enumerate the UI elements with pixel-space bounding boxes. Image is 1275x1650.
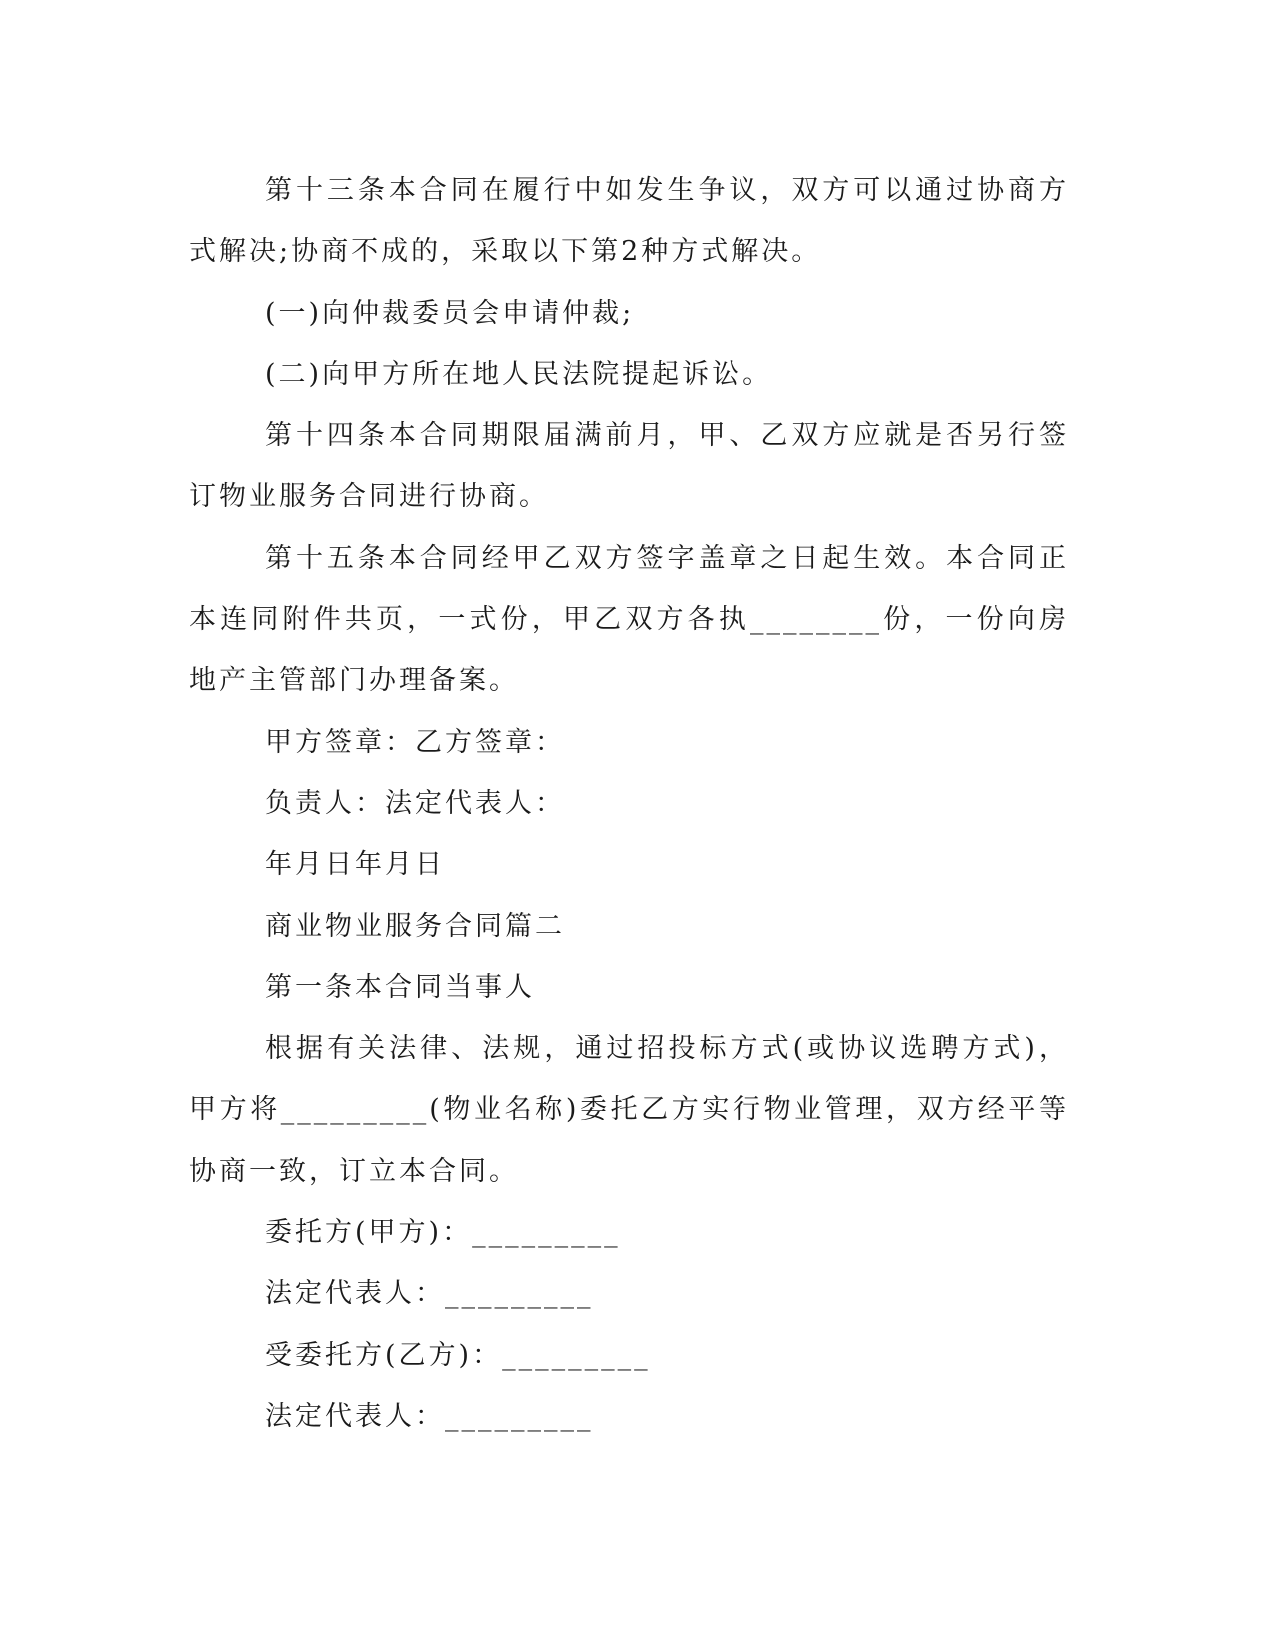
paragraph-article-14: 第十四条本合同期限届满前月，甲、乙双方应就是否另行签订物业服务合同进行协商。: [189, 420, 1069, 513]
paragraph-article-1: 第一条本合同当事人: [265, 971, 535, 1003]
paragraph-party-a: 委托方(甲方)：_________: [265, 1217, 621, 1249]
paragraph-party-a-rep: 法定代表人：_________: [265, 1278, 594, 1310]
paragraph-article-15: 第十五条本合同经甲乙双方签字盖章之日起生效。本合同正本连同附件共页，一式份，甲乙双方各执________份，一份向房地产主管部门办理备案。: [189, 542, 1069, 697]
section-title: 商业物业服务合同篇二: [265, 910, 565, 942]
paragraph-article-13: 第十三条本合同在履行中如发生争议，双方可以通过协商方式解决;协商不成的，采取以下第2种方式解决。: [189, 175, 1069, 268]
paragraph-option-2: (二)向甲方所在地人民法院提起诉讼。: [265, 358, 773, 390]
paragraph-entrustment: 根据有关法律、法规，通过招投标方式(或协议选聘方式)，甲方将_________(物业名称)委托乙方实行物业管理，双方经平等协商一致，订立本合同。: [189, 1033, 1069, 1187]
paragraph-signatures: 甲方签章：乙方签章：: [265, 726, 565, 758]
paragraph-party-b: 受委托方(乙方)：_________: [265, 1339, 651, 1371]
paragraph-party-b-rep: 法定代表人：_________: [265, 1400, 594, 1432]
paragraph-representatives: 负责人：法定代表人：: [265, 787, 565, 819]
document-body: [189, 160, 1069, 1447]
paragraph-option-1: (一)向仲裁委员会申请仲裁;: [265, 297, 635, 329]
paragraph-dates: 年月日年月日: [265, 849, 445, 881]
